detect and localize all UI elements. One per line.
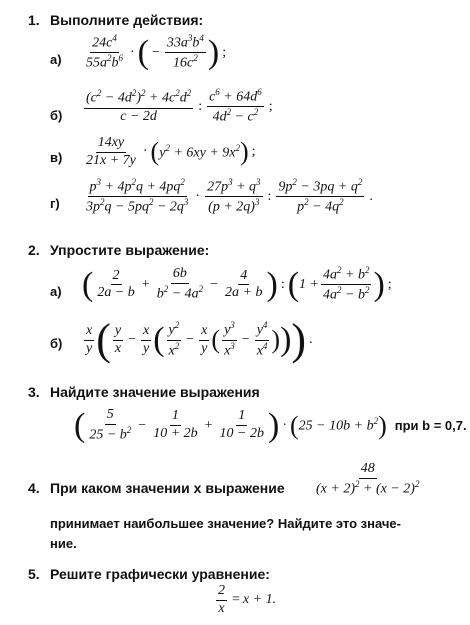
problem-2b-expression: $\frac{x}{y}$ ( $\frac{y}{x}$ − $\frac{x}{y}$ ( $\frac{y^2}{x^2}$ − $\frac{x}{y}$ ( $\frac{y^3}{x^3}$ − $\frac{y^4}{x^4}$ ) ) ) .: [86, 315, 313, 364]
problem-4-expression: $\frac{48}{(x + 2)^2 + (x - 2)^2}$: [316, 461, 420, 497]
problem-2-number: 2.: [28, 242, 40, 258]
problem-1-number: 1.: [28, 12, 40, 28]
problem-2a-label: а): [50, 284, 62, 299]
problem-1b-expression: $\frac{(c^2 - 4d^2)^2 + 4c^2d^2}{c - 2d}$ : $\frac{c^6 + 64d^6}{4d^2 - c^2}$ ;: [86, 87, 273, 125]
problem-3-title: Найдите значение выражения: [50, 384, 260, 400]
problem-5-number: 5.: [28, 566, 40, 582]
problem-2-title: Упростите выражение:: [50, 242, 210, 258]
problem-4-number: 4.: [28, 480, 40, 496]
problem-1a-expression: $\frac{24c^4}{55a^2b^6}$ · ( − $\frac{33a^3b^4}{16c^2}$ ) ;: [86, 33, 227, 71]
problem-2a-expression: ( $\frac{2}{2a - b}$ + $\frac{6b}{b^2 - 4a^2}$ − $\frac{4}{2a + b}$ ) : ( 1 + $\frac{4a^2 + b^2}{4a^2 - b^2}$ ) ;: [82, 265, 392, 303]
problem-5-equation: $\frac{2}{x}$ = x + 1.: [218, 583, 277, 616]
problem-4-text-before: При каком значении x выражение: [50, 480, 285, 496]
problem-1a-label: а): [50, 52, 62, 67]
problem-1b-label: б): [50, 108, 63, 123]
problem-4-text-after-1: принимает наибольшее значение? Найдите это значе-: [50, 516, 401, 531]
problem-4-text-after-2: ние.: [50, 536, 77, 551]
problem-1-title: Выполните действия:: [50, 12, 204, 28]
problem-1d-label: г): [50, 196, 60, 211]
problem-1c-label: в): [50, 150, 63, 165]
problem-5-title: Решите графически уравнение:: [50, 566, 270, 582]
problem-1d-expression: $\frac{p^3 + 4p^2q + 4pq^2}{3p^2q - 5pq^2 - 2q^3}$ · $\frac{27p^3 + q^3}{(p + 2q)^3}$ : $\frac{9p^2 - 3pq + q^2}{p^2 - 4q^2}$ .: [86, 177, 373, 215]
problem-3-expression: ( $\frac{5}{25 - b^2}$ − $\frac{1}{10 + 2b}$ + $\frac{1}{10 - 2b}$ ) · ( $25 - 10b + b^2$ ) при b = 0,7.: [74, 406, 467, 444]
problem-3-number: 3.: [28, 384, 40, 400]
problem-3-condition: при b = 0,7.: [394, 418, 467, 434]
problem-2b-label: б): [50, 336, 63, 351]
problem-1c-expression: $\frac{14xy}{21x + 7y}$ · ( $y^2 + 6xy + 9x^2$ ) ;: [86, 135, 256, 168]
